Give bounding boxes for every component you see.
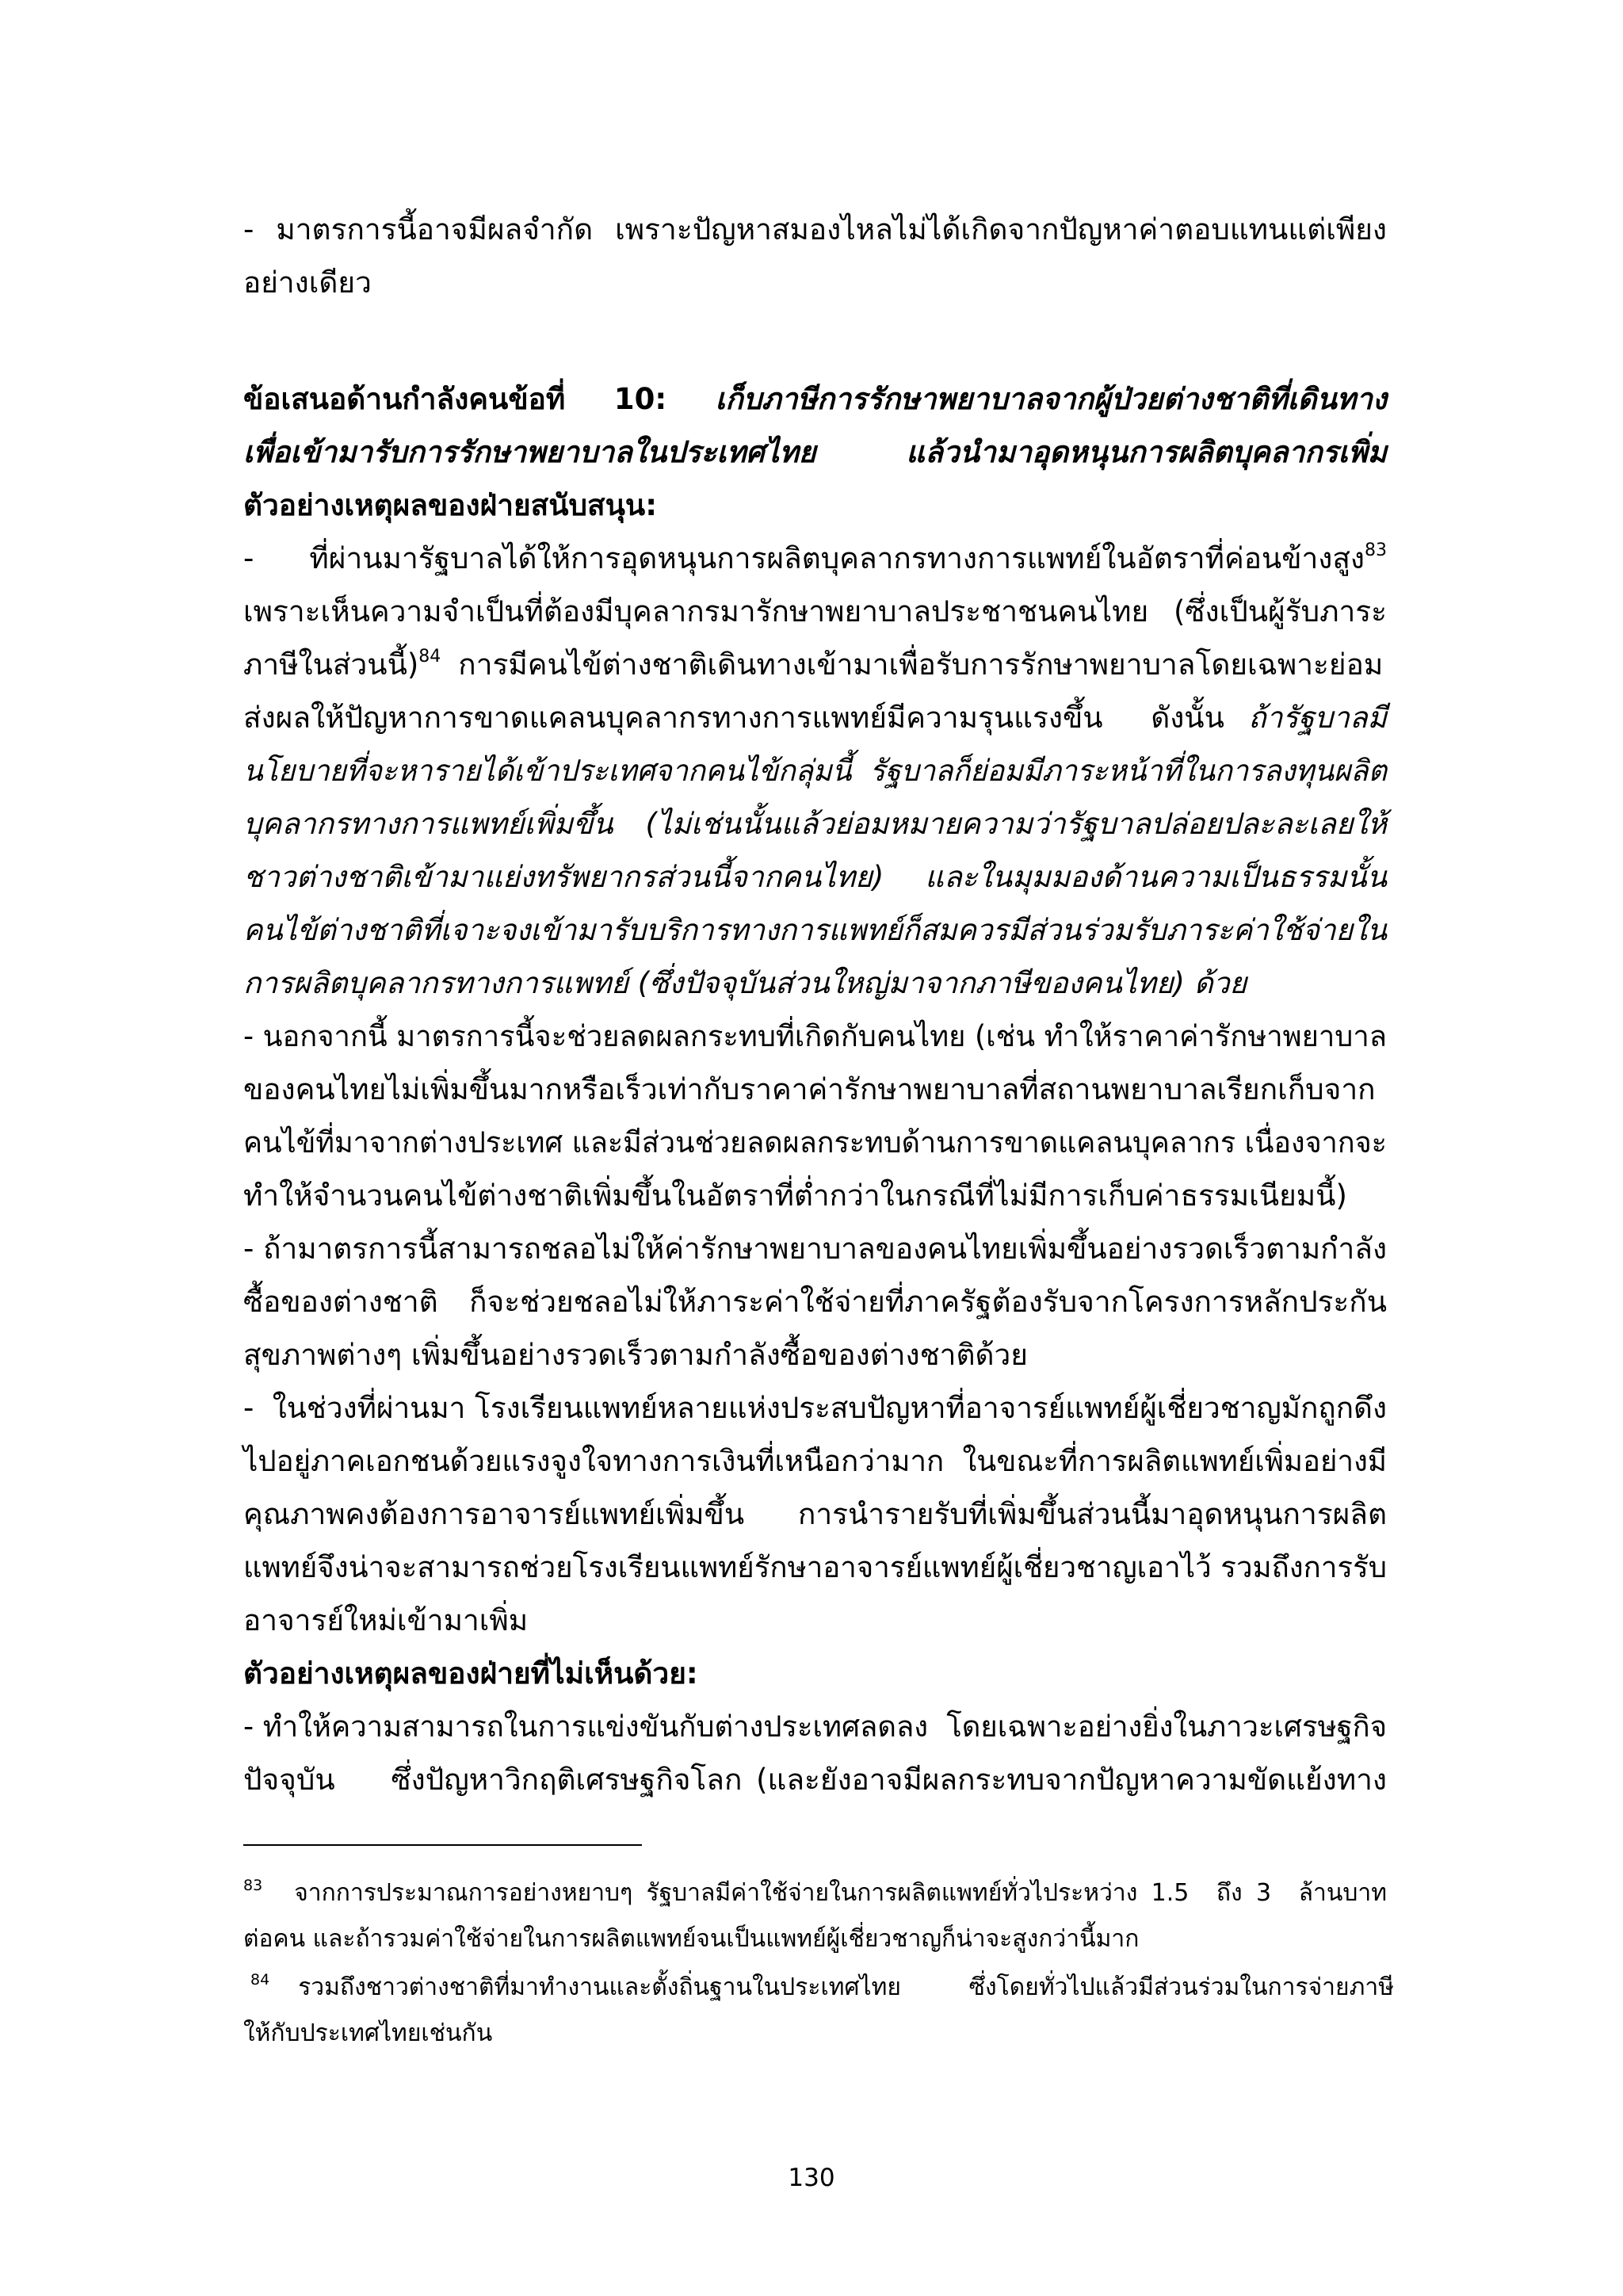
support-reason1-emphasis-line: การผลิตบุคลากรทางการแพทย์ (ซึ่งปัจจุบันส่วนใหญ่มาจากภาษีของคนไทย) ด้วย: [243, 966, 1247, 1000]
emphasis-text: ถ้ารัฐบาลมี: [1248, 701, 1387, 735]
support-reason2-line: ของคนไทยไม่เพิ่มขึ้นมากหรือเร็วเท่ากับราคาค่ารักษาพยาบาลที่สถานพยาบาลเรียกเก็บจาก: [243, 1072, 1376, 1106]
footnote-ref-83: 83: [1365, 541, 1387, 560]
footnote-83-line: [243, 1870, 1387, 1916]
footnote-number: 84: [250, 1971, 270, 1988]
footnote-83-line: ต่อคน และถ้ารวมค่าใช้จ่ายในการผลิตแพทย์จนเป็นแพทย์ผู้เชี่ยวชาญก็น่าจะสูงกว่านี้มาก: [243, 1925, 1140, 1953]
line-text: ส่งผลให้ปัญหาการขาดแคลนบุคลากรทางการแพทย์มีความรุนแรงขึ้น ดังนั้น: [243, 701, 1249, 735]
line-text: ภาษีในส่วนนี้): [243, 648, 419, 682]
support-reason4-line: คุณภาพคงต้องการอาจารย์แพทย์เพิ่มขึ้น การนำรายรับที่เพิ่มขึ้นส่วนนี้มาอุดหนุนการผลิต: [243, 1497, 1387, 1531]
support-reason1-emphasis-line: คนไข้ต่างชาติที่เจาะจงเข้ามารับบริการทางการแพทย์ก็สมควรมีส่วนร่วมรับภาระค่าใช้จ่ายใน: [243, 913, 1387, 947]
footnote-ref-84: 84: [418, 647, 441, 667]
support-reason1-line: [243, 638, 1387, 691]
footnote-separator: [243, 1844, 642, 1846]
footnote-text: รวมถึงชาวต่างชาติที่มาทำงานและตั้งถิ่นฐานในประเทศไทย ซึ่งโดยทั่วไปแล้วมีส่วนร่วมในการจ่ายภาษี: [298, 1973, 1395, 2001]
page-number: 130: [788, 2164, 835, 2192]
support-reason1-line: เพราะเห็นความจำเป็นที่ต้องมีบุคลากรมารักษาพยาบาลประชาชนคนไทย (ซึ่งเป็นผู้รับภาระ: [243, 594, 1387, 628]
support-reason4-line: - ในช่วงที่ผ่านมา โรงเรียนแพทย์หลายแห่งประสบปัญหาที่อาจารย์แพทย์ผู้เชี่ยวชาญมักถูกดึง: [243, 1391, 1387, 1425]
support-reason3-line: ซื้อของต่างชาติ ก็จะช่วยชลอไม่ให้ภาระค่าใช้จ่ายที่ภาครัฐต้องรับจากโครงการหลักประกัน: [243, 1285, 1388, 1319]
support-reason1-emphasis-line: นโยบายที่จะหารายได้เข้าประเทศจากคนไข้กลุ่มนี้ รัฐบาลก็ย่อมมีภาระหน้าที่ในการลงทุนผลิต: [243, 754, 1387, 788]
support-reason1-emphasis-line: ชาวต่างชาติเข้ามาแย่งทรัพยากรส่วนนี้จากคนไทย) และในมุมมองด้านความเป็นธรรมนั้น: [243, 860, 1387, 894]
support-reason4-line: อาจารย์ใหม่เข้ามาเพิ่ม: [243, 1603, 529, 1637]
support-reason3-line: - ถ้ามาตรการนี้สามารถชลอไม่ให้ค่ารักษาพยาบาลของคนไทยเพิ่มขึ้นอย่างรวดเร็วตามกำลัง: [243, 1232, 1387, 1266]
support-reason1-line: [243, 532, 1387, 585]
footnote-84-line: [243, 1965, 1395, 2011]
footnote-84-line: ให้กับประเทศไทยเช่นกัน: [243, 2019, 493, 2047]
support-reason1-line: [243, 691, 1387, 744]
support-reason3-line: สุขภาพต่างๆ เพิ่มขึ้นอย่างรวดเร็วตามกำลังซื้อของต่างชาติด้วย: [243, 1338, 1028, 1372]
oppose-reason1-line: ปัจจุบัน ซึ่งปัญหาวิกฤติเศรษฐกิจโลก (และยังอาจมีผลกระทบจากปัญหาความขัดแย้งทาง: [243, 1763, 1387, 1797]
line-text: การมีคนไข้ต่างชาติเดินทางเข้ามาเพื่อรับการรักษาพยาบาลโดยเฉพาะย่อม: [458, 648, 1384, 682]
support-reason2-line: - นอกจากนี้ มาตรการนี้จะช่วยลดผลกระทบที่เกิดกับคนไทย (เช่น ทำให้ราคาค่ารักษาพยาบาล: [243, 1019, 1388, 1053]
footnote-text: จากการประมาณการอย่างหยาบๆ รัฐบาลมีค่าใช้จ่ายในการผลิตแพทย์ทั่วไประหว่าง 1.5 ถึง 3 ล้านบาท: [294, 1879, 1387, 1907]
support-reason2-line: คนไข้ที่มาจากต่างประเทศ และมีส่วนช่วยลดผลกระทบด้านการขาดแคลนบุคลากร เนื่องจากจะ: [243, 1125, 1387, 1159]
support-heading: ตัวอย่างเหตุผลของฝ่ายสนับสนุน:: [243, 488, 658, 522]
support-reason4-line: ไปอยู่ภาคเอกชนด้วยแรงจูงใจทางการเงินที่เหนือกว่ามาก ในขณะที่การผลิตแพทย์เพิ่มอย่างมี: [243, 1444, 1387, 1478]
intro-line: - มาตรการนี้อาจมีผลจำกัด เพราะปัญหาสมองไหลไม่ได้เกิดจากปัญหาค่าตอบแทนแต่เพียง: [243, 212, 1388, 246]
proposal-heading-line: [243, 372, 1387, 426]
support-reason4-line: แพทย์จึงน่าจะสามารถช่วยโรงเรียนแพทย์รักษาอาจารย์แพทย์ผู้เชี่ยวชาญเอาไว้ รวมถึงการรับ: [243, 1550, 1387, 1584]
oppose-reason1-line: - ทำให้ความสามารถในการแข่งขันกับต่างประเทศลดลง โดยเฉพาะอย่างยิ่งในภาวะเศรษฐกิจ: [243, 1710, 1388, 1744]
support-reason2-line: ทำให้จำนวนคนไข้ต่างชาติเพิ่มขึ้นในอัตราที่ต่ำกว่าในกรณีที่ไม่มีการเก็บค่าธรรมเนียมนี้): [243, 1179, 1347, 1213]
body-text: [243, 203, 1387, 1806]
intro-line: อย่างเดียว: [243, 266, 372, 300]
footnote-number: 83: [243, 1877, 263, 1894]
proposal-title-line: เพื่อเข้ามารับการรักษาพยาบาลในประเทศไทย แล้วนำมาอุดหนุนการผลิตบุคลากรเพิ่ม: [243, 435, 1387, 469]
line-text: - ที่ผ่านมารัฐบาลได้ให้การอุดหนุนการผลิตบุคลากรทางการแพทย์ในอัตราที่ค่อนข้างสูง: [243, 541, 1365, 575]
proposal-title: เก็บภาษีการรักษาพยาบาลจากผู้ป่วยต่างชาติที่เดินทาง: [715, 382, 1387, 416]
footnotes: [243, 1870, 1395, 2057]
oppose-heading: ตัวอย่างเหตุผลของฝ่ายที่ไม่เห็นด้วย:: [243, 1656, 698, 1690]
support-reason1-emphasis-line: บุคลากรทางการแพทย์เพิ่มขึ้น (ไม่เช่นนั้นแล้วย่อมหมายความว่ารัฐบาลปล่อยปละละเลยให้: [243, 807, 1387, 841]
proposal-label: ข้อเสนอด้านกำลังคนข้อที่ 10:: [243, 382, 716, 416]
